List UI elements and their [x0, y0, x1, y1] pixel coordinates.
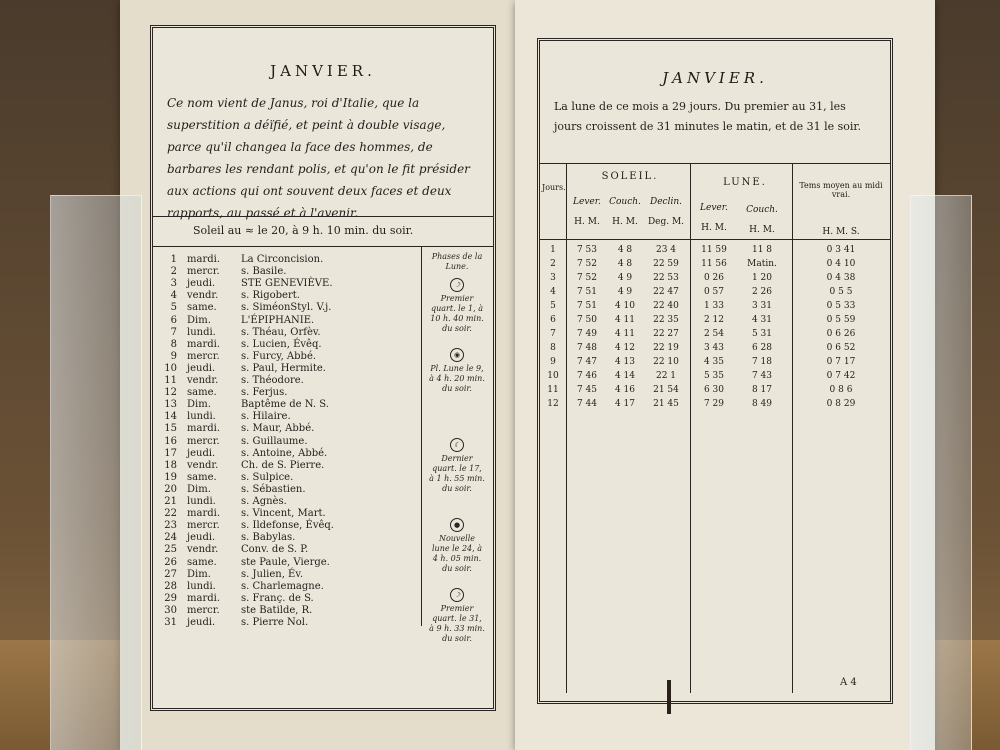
table-cell-lc: 3 31 [751, 301, 773, 311]
saint-name: ste Batilde, R. [241, 604, 313, 616]
weekday: jeudi. [187, 447, 216, 459]
day-number: 12 [164, 387, 177, 399]
moon-phase-text: Pl. Lune le 9, à 4 h. 20 min. du soir. [429, 364, 485, 393]
sun-entry: Soleil au ≈ le 20, à 9 h. 10 min. du soir. [193, 224, 414, 237]
day-number: 8 [170, 338, 177, 350]
table-cell-ll: 2 12 [703, 315, 725, 325]
saint-name: s. Maur, Abbé. [241, 423, 315, 435]
saint-name: s. Hilaire. [241, 411, 291, 423]
saint-name: L'ÉPIPHANIE. [241, 314, 315, 326]
day-row [161, 290, 300, 301]
table-cell-t: 0 6 52 [826, 343, 856, 353]
saint-name: Baptême de N. S. [241, 399, 329, 411]
day-number: 20 [164, 483, 177, 495]
saint-name: s. Lucien, Évêq. [241, 338, 322, 350]
day-number: 22 [164, 508, 177, 520]
day-number: 4 [170, 290, 177, 302]
column-divider [421, 246, 422, 626]
table-cell-t: 0 7 42 [826, 371, 856, 381]
unit-degm: Deg. M. [647, 217, 685, 227]
table-cell-j: 7 [550, 329, 556, 339]
day-number: 31 [164, 617, 177, 628]
right-page [515, 0, 935, 750]
table-cell-lc: 5 31 [751, 329, 773, 339]
divider [540, 163, 890, 164]
day-number: 9 [170, 350, 177, 362]
table-cell-lc: 2 26 [751, 287, 773, 297]
weekday: mercr. [187, 604, 220, 616]
table-cell-sc: 4 9 [617, 273, 633, 283]
table-cell-dec: 21 54 [653, 385, 679, 395]
saint-name: s. Théau, Orfèv. [241, 326, 321, 338]
saint-name: s. Paul, Hermite. [241, 362, 326, 374]
divider [153, 216, 493, 217]
table-cell-sc: 4 9 [617, 287, 633, 297]
weekday: mardi. [187, 508, 221, 520]
weekday: same. [187, 387, 217, 399]
table-cell-ll: 5 35 [703, 371, 725, 381]
table-cell-sc: 4 14 [614, 371, 636, 381]
day-row [161, 315, 314, 326]
table-cell-dec: 22 59 [653, 259, 679, 269]
day-row [161, 593, 314, 604]
saint-name: s. Ildefonse, Évêq. [241, 520, 334, 532]
day-number: 18 [164, 459, 177, 471]
table-cell-j: 5 [550, 301, 556, 311]
day-number: 21 [164, 496, 177, 507]
column-divider [792, 163, 793, 693]
moon-phase [429, 278, 485, 334]
day-row [161, 508, 326, 519]
moon-phase-icon: ◉ [450, 348, 464, 362]
table-cell-j: 11 [547, 385, 559, 395]
day-number: 25 [164, 544, 177, 556]
table-cell-t: 0 4 10 [826, 259, 856, 269]
moon-phase-text: Dernier quart. le 17, à 1 h. 55 min. du soir. [429, 454, 485, 493]
weekday: jeudi. [187, 278, 216, 290]
weekday: mardi. [187, 254, 221, 265]
moon-phase-text: Nouvelle lune le 24, à 4 h. 05 min. du soir. [431, 534, 482, 573]
saint-name: s. Théodore. [241, 375, 304, 386]
saint-name: s. Charlemagne. [241, 580, 324, 592]
table-cell-ll: 11 56 [701, 259, 727, 269]
day-row [161, 339, 322, 350]
day-number: 1 [170, 254, 177, 265]
table-cell-sl: 7 48 [576, 343, 598, 353]
weekday: Dim. [187, 399, 211, 411]
weekday: same. [187, 471, 217, 483]
table-cell-sc: 4 16 [614, 385, 636, 395]
column-divider [566, 163, 567, 693]
table-cell-t: 0 6 26 [826, 329, 856, 339]
left-page-intro: Ce nom vient de Janus, roi d'Italie, que la superstition a déïfié, et peint à double visage, parce qu'il changea la face des hommes, de barbares les rendant polis, et qu'on le fit présider aux actions qui ont souvent deux faces et deux rapports, au passé et à l'avenir. [167, 96, 470, 220]
table-cell-sl: 7 47 [576, 357, 598, 367]
header-lune-lever: Lever. [700, 203, 728, 213]
table-cell-j: 6 [550, 315, 556, 325]
day-row [161, 460, 324, 471]
weekday: mardi. [187, 338, 221, 350]
day-number: 7 [170, 326, 177, 338]
table-cell-dec: 22 35 [653, 315, 679, 325]
table-cell-j: 1 [550, 245, 556, 255]
table-cell-sc: 4 8 [617, 245, 633, 255]
saint-name: s. Furcy, Abbé. [241, 350, 317, 362]
weekday: mardi. [187, 592, 221, 604]
day-number: 17 [164, 447, 177, 459]
day-row [161, 617, 308, 628]
saint-name: Conv. de S. P. [241, 544, 309, 556]
day-row [161, 532, 295, 543]
table-cell-t: 0 5 59 [826, 315, 856, 325]
day-row [161, 254, 323, 265]
day-number: 3 [170, 278, 177, 290]
day-row [161, 544, 308, 555]
table-cell-ll: 0 26 [703, 273, 725, 283]
saint-name: STE GENEVIÈVE. [241, 278, 333, 290]
day-number: 13 [164, 399, 177, 411]
table-cell-sc: 4 11 [614, 315, 636, 325]
table-cell-dec: 23 4 [655, 245, 677, 255]
table-cell-sl: 7 49 [576, 329, 598, 339]
day-number: 6 [170, 314, 177, 326]
header-lune-couch: Couch. [746, 205, 778, 215]
unit-hms: H. M. S. [822, 227, 860, 237]
unit-hm-1: H. M. [574, 217, 600, 227]
table-cell-sc: 4 12 [614, 343, 636, 353]
day-number: 14 [164, 411, 177, 423]
divider [153, 246, 493, 247]
saint-name: La Circoncision. [241, 254, 324, 265]
day-number: 2 [170, 266, 177, 278]
weekday: vendr. [187, 544, 219, 556]
day-row [161, 484, 306, 495]
day-number: 27 [164, 568, 177, 580]
header-lune: LUNE. [723, 177, 767, 188]
table-cell-t: 0 8 6 [829, 385, 853, 395]
weekday: Dim. [187, 314, 211, 326]
day-number: 19 [164, 471, 177, 483]
phases-header: Phases de la Lune. [431, 252, 483, 271]
table-cell-ll: 6 30 [703, 385, 725, 395]
header-declin: Declin. [650, 197, 682, 207]
table-cell-lc: 7 43 [751, 371, 773, 381]
moon-phase [429, 348, 485, 394]
table-cell-sc: 4 13 [614, 357, 636, 367]
day-row [161, 472, 293, 483]
day-row [161, 496, 287, 507]
right-page-title: JANVIER. [662, 69, 768, 87]
day-row [161, 266, 286, 277]
table-cell-t: 0 8 29 [826, 399, 856, 409]
table-cell-j: 4 [550, 287, 556, 297]
day-row [161, 278, 333, 289]
unit-hm-2: H. M. [612, 217, 638, 227]
left-page [120, 0, 515, 750]
table-cell-t: 0 5 33 [826, 301, 856, 311]
moon-phase-icon: ☾ [450, 438, 464, 452]
weekday: lundi. [187, 496, 216, 507]
table-cell-dec: 22 19 [653, 343, 679, 353]
table-cell-sc: 4 17 [614, 399, 636, 409]
day-row [161, 387, 287, 398]
saint-name: s. Agnès. [241, 496, 287, 507]
day-number: 26 [164, 556, 177, 568]
weekday: lundi. [187, 580, 216, 592]
header-soleil-lever: Lever. [573, 197, 601, 207]
day-row [161, 363, 326, 374]
table-cell-lc: 11 8 [751, 245, 773, 255]
table-cell-j: 3 [550, 273, 556, 283]
left-page-frame [150, 25, 496, 711]
header-soleil: SOLEIL. [601, 171, 659, 182]
moon-phase-text: Premier quart. le 1, à 10 h. 40 min. du soir. [430, 294, 484, 333]
day-number: 29 [164, 592, 177, 604]
day-number: 24 [164, 532, 177, 544]
table-cell-j: 8 [550, 343, 556, 353]
header-tems: Tems moyen au midi vrai. [799, 181, 883, 199]
day-number: 15 [164, 423, 177, 435]
weekday: jeudi. [187, 617, 216, 628]
saint-name: Ch. de S. Pierre. [241, 459, 325, 471]
moon-phase-text: Premier quart. le 31, à 9 h. 33 min. du soir. [429, 604, 485, 643]
table-cell-t: 0 4 38 [826, 273, 856, 283]
unit-hm-4: H. M. [749, 225, 775, 235]
header-soleil-couch: Couch. [609, 197, 641, 207]
column-divider [690, 163, 691, 693]
page-number: A 4 [840, 677, 857, 688]
day-row [161, 411, 291, 422]
table-cell-ll: 0 57 [703, 287, 725, 297]
weekday: same. [187, 556, 217, 568]
day-number: 10 [164, 362, 177, 374]
saint-name: s. Basile. [241, 266, 287, 278]
table-cell-sl: 7 53 [576, 245, 598, 255]
day-row [161, 327, 321, 338]
day-number: 30 [164, 604, 177, 616]
saint-name: s. Guillaume. [241, 435, 308, 447]
saint-name: s. Pierre Nol. [241, 617, 309, 628]
day-number: 5 [170, 302, 177, 314]
day-row [161, 557, 330, 568]
table-cell-lc: 8 17 [751, 385, 773, 395]
table-cell-ll: 3 43 [703, 343, 725, 353]
saint-name: s. Antoine, Abbé. [241, 447, 328, 459]
saint-name: s. Vincent, Mart. [241, 508, 326, 520]
weekday: Dim. [187, 568, 211, 580]
table-cell-dec: 22 53 [653, 273, 679, 283]
table-cell-lc: 1 20 [751, 273, 773, 283]
table-cell-t: 0 7 17 [826, 357, 856, 367]
day-number: 28 [164, 580, 177, 592]
table-cell-lc: Matin. [747, 259, 777, 269]
bookmark-clip [667, 680, 671, 714]
table-cell-ll: 2 54 [703, 329, 725, 339]
day-row [161, 605, 312, 616]
table-cell-ll: 7 29 [703, 399, 725, 409]
table-cell-sl: 7 51 [576, 301, 598, 311]
weekday: mercr. [187, 266, 220, 278]
table-cell-lc: 7 18 [751, 357, 773, 367]
moon-phase [429, 588, 485, 644]
day-row [161, 302, 331, 313]
day-row [161, 399, 329, 410]
weekday: Dim. [187, 483, 211, 495]
weekday: vendr. [187, 375, 219, 386]
day-row [161, 569, 303, 580]
table-cell-sl: 7 44 [576, 399, 598, 409]
table-cell-sl: 7 50 [576, 315, 598, 325]
table-cell-sc: 4 8 [617, 259, 633, 269]
day-number: 23 [164, 520, 177, 532]
saint-name: s. Babylas. [241, 532, 296, 544]
table-cell-dec: 22 10 [653, 357, 679, 367]
day-row [161, 448, 327, 459]
saint-name: s. Rigobert. [241, 290, 300, 302]
weekday: mercr. [187, 520, 220, 532]
moon-phase [429, 438, 485, 494]
weekday: mardi. [187, 423, 221, 435]
day-row [161, 351, 316, 362]
table-cell-ll: 11 59 [701, 245, 727, 255]
table-cell-sl: 7 52 [576, 259, 598, 269]
table-cell-dec: 22 47 [653, 287, 679, 297]
day-number: 16 [164, 435, 177, 447]
table-cell-dec: 22 27 [653, 329, 679, 339]
header-divider [540, 239, 890, 240]
saint-name: s. Sébastien. [241, 483, 306, 495]
table-cell-sc: 4 11 [614, 329, 636, 339]
right-page-intro: La lune de ce mois a 29 jours. Du premier au 31, les jours croissent de 31 minutes le matin, et de 31 le soir. [554, 100, 861, 133]
weekday: mercr. [187, 350, 220, 362]
table-cell-sl: 7 51 [576, 287, 598, 297]
header-jours: Jours. [542, 183, 566, 192]
table-cell-ll: 1 33 [703, 301, 725, 311]
table-cell-sl: 7 45 [576, 385, 598, 395]
saint-name: s. Julien, Év. [241, 568, 303, 580]
table-cell-j: 10 [547, 371, 559, 381]
table-cell-ll: 4 35 [703, 357, 725, 367]
acrylic-stand-right [910, 195, 972, 750]
table-cell-j: 2 [550, 259, 556, 269]
table-cell-sc: 4 10 [614, 301, 636, 311]
weekday: jeudi. [187, 532, 216, 544]
day-number: 11 [164, 375, 177, 386]
table-cell-j: 9 [550, 357, 556, 367]
weekday: lundi. [187, 326, 216, 338]
table-cell-sl: 7 46 [576, 371, 598, 381]
table-cell-t: 0 3 41 [826, 245, 856, 255]
weekday: lundi. [187, 411, 216, 423]
table-cell-t: 0 5 5 [829, 287, 853, 297]
day-row [161, 436, 308, 447]
table-cell-dec: 22 40 [653, 301, 679, 311]
right-page-frame [537, 38, 893, 704]
saint-name: s. SiméonStyl. V.j. [241, 302, 332, 314]
day-row [161, 375, 304, 386]
table-cell-dec: 21 45 [653, 399, 679, 409]
saint-name: s. Franç. de S. [241, 592, 314, 604]
acrylic-stand-left [50, 195, 142, 750]
moon-phase [429, 518, 485, 574]
table-cell-lc: 4 31 [751, 315, 773, 325]
day-row [161, 581, 324, 592]
saint-name: s. Sulpice. [241, 471, 294, 483]
table-cell-lc: 8 49 [751, 399, 773, 409]
table-cell-j: 12 [547, 399, 559, 409]
table-cell-dec: 22 1 [655, 371, 677, 381]
saint-name: ste Paule, Vierge. [241, 556, 330, 568]
moon-phase-icon: ☽ [450, 588, 464, 602]
weekday: jeudi. [187, 362, 216, 374]
day-row [161, 520, 334, 531]
weekday: mercr. [187, 435, 220, 447]
table-cell-lc: 6 28 [751, 343, 773, 353]
left-page-title: JANVIER. [270, 62, 376, 80]
table-cell-sl: 7 52 [576, 273, 598, 283]
moon-phase-icon: ● [450, 518, 464, 532]
weekday: vendr. [187, 459, 219, 471]
weekday: same. [187, 302, 217, 314]
moon-phase-icon: ☽ [450, 278, 464, 292]
unit-hm-3: H. M. [701, 223, 727, 233]
day-row [161, 423, 314, 434]
weekday: vendr. [187, 290, 219, 302]
saint-name: s. Ferjus. [241, 387, 288, 399]
